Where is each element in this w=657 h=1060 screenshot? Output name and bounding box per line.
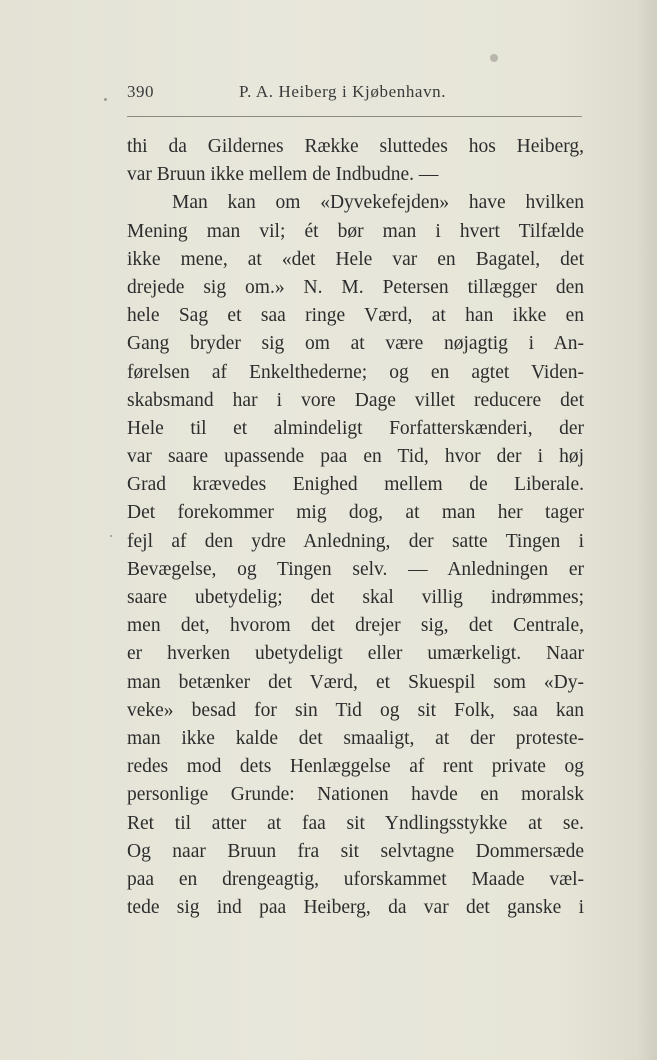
text-line: Ret til atter at faa sit Yndlingsstykke at se. bbox=[127, 812, 584, 834]
text-line: fejl af den ydre Anledning, der satte Tingen i bbox=[127, 530, 584, 552]
text-line: var saare upassende paa en Tid, hvor der i høj bbox=[127, 446, 584, 468]
text-line: skabsmand har i vore Dage villet reducere det bbox=[127, 389, 584, 411]
text-line: redes mod dets Henlæggelse af rent private og bbox=[127, 756, 584, 778]
page-header bbox=[127, 82, 582, 106]
page-number: 390 bbox=[127, 82, 154, 101]
text-line: Grad krævedes Enighed mellem de Liberale. bbox=[127, 474, 584, 496]
running-head: P. A. Heiberg i Kjøbenhavn. bbox=[239, 82, 447, 101]
text-line: er hverken ubetydeligt eller umærkeligt. Naar bbox=[127, 643, 584, 665]
text-line: thi da Gildernes Række sluttedes hos Heiberg, bbox=[127, 136, 584, 157]
text-line: Man kan om «Dyvekefejden» have hvilken bbox=[172, 192, 584, 214]
header-rule bbox=[127, 116, 582, 117]
text-line: personlige Grunde: Nationen havde en moralsk bbox=[127, 784, 584, 806]
text-line: man ikke kalde det smaaligt, at der proteste- bbox=[127, 727, 584, 749]
text-line: var Bruun ikke mellem de Indbudne. — bbox=[127, 164, 439, 186]
text-line: Mening man vil; ét bør man i hvert Tilfælde bbox=[127, 220, 584, 242]
paper-speck bbox=[110, 535, 112, 537]
text-line: Gang bryder sig om at være nøjagtig i An- bbox=[127, 333, 584, 355]
text-line: Hele til et almindeligt Forfatterskænderi, der bbox=[127, 417, 584, 439]
paper-speck bbox=[104, 98, 107, 101]
text-line: paa en drengeagtig, uforskammet Maade væl- bbox=[127, 868, 584, 890]
body-text bbox=[127, 133, 584, 922]
text-line: veke» besad for sin Tid og sit Folk, saa kan bbox=[127, 699, 584, 721]
text-line: man betænker det Værd, et Skuespil som «Dy- bbox=[127, 671, 584, 693]
text-line: saare ubetydelig; det skal villig indrømmes; bbox=[127, 587, 584, 608]
text-line: ikke mene, at «det Hele var en Bagatel, det bbox=[127, 248, 584, 270]
text-line: tede sig ind paa Heiberg, da var det ganske i bbox=[127, 897, 584, 919]
text-line: hele Sag et saa ringe Værd, at han ikke en bbox=[127, 305, 584, 327]
text-line: Det forekommer mig dog, at man her tager bbox=[127, 502, 584, 524]
paper-speck bbox=[490, 54, 498, 62]
text-line: drejede sig om.» N. M. Petersen tillægger den bbox=[127, 276, 584, 298]
text-line: men det, hvorom det drejer sig, det Centrale, bbox=[127, 615, 584, 637]
text-line: Bevægelse, og Tingen selv. — Anledningen er bbox=[127, 558, 584, 580]
text-line: førelsen af Enkelthederne; og en agtet Viden- bbox=[127, 361, 584, 383]
text-line: Og naar Bruun fra sit selvtagne Dommersæde bbox=[127, 840, 584, 862]
